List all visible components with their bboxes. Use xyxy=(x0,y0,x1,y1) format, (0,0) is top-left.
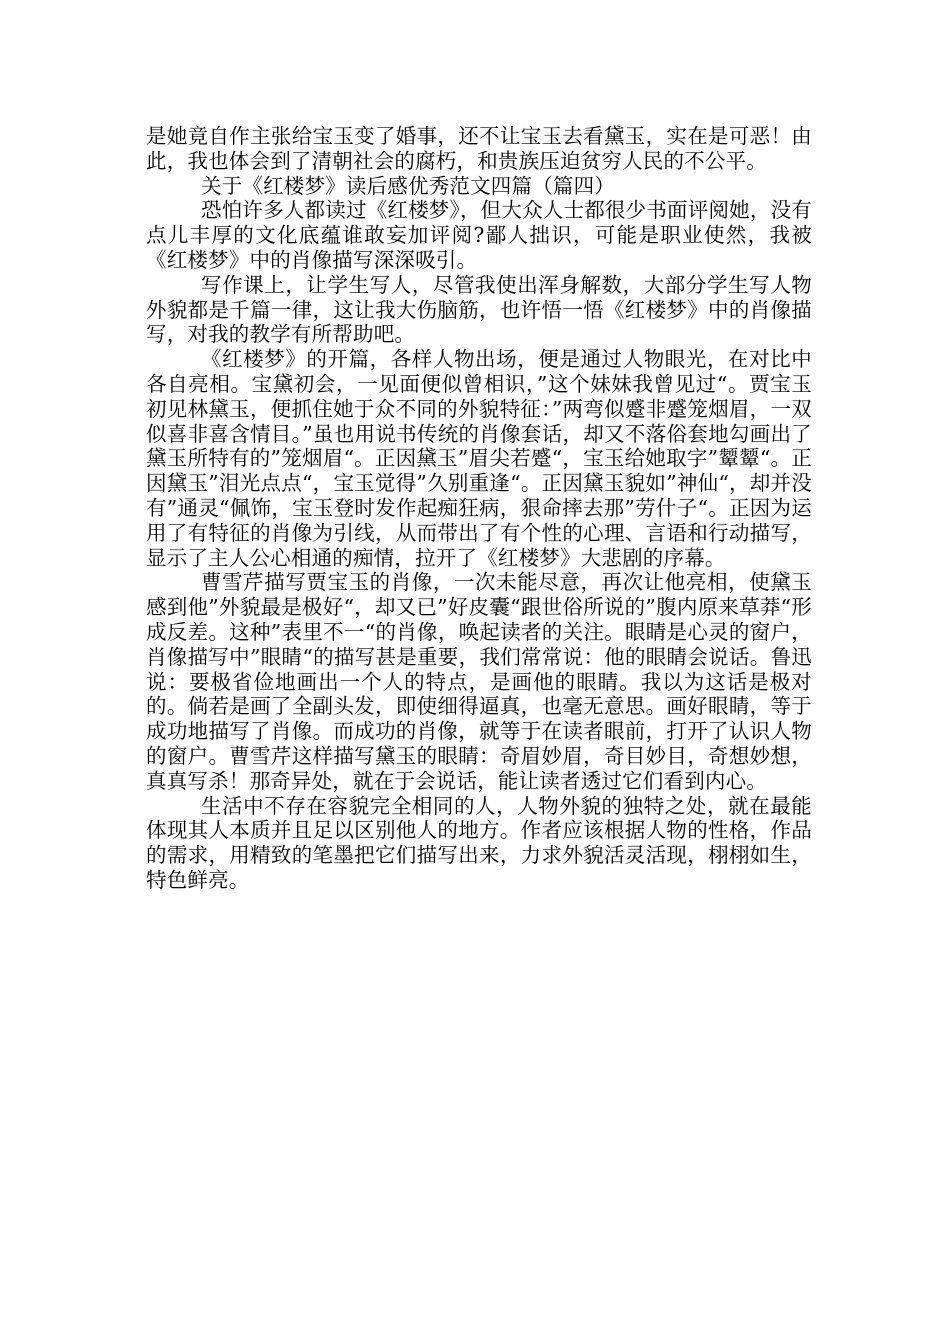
paragraph-opening-portraits: 《红楼梦》的开篇，各样人物出场，便是通过人物眼光，在对比中各自亮相。宝黛初会，一见面便似曾相识，”这个妹妹我曾见过“。贾宝玉初见林黛玉，便抓住她于众不同的外貌特征：”两弯似蹙非蹙笼烟眉，一双似喜非喜含情目。”虽也用说书传统的肖像套话，却又不落俗套地勾画出了黛玉所特有的”笼烟眉“。正因黛玉”眉尖若蹙“，宝玉给她取字”颦颦“。正因黛玉”泪光点点“，宝玉觉得”久别重逢“。正因黛玉貌如”神仙“，却并没有”通灵“佩饰，宝玉登时发作起痴狂病，狠命摔去那”劳什子“。正因为运用了有特征的肖像为引线，从而带出了有个性的心理、言语和行动描写，显示了主人公心相通的痴情，拉开了《红楼梦》大悲剧的序幕。 xyxy=(146,347,812,570)
section-heading: 关于《红楼梦》读后感优秀范文四篇（篇四） xyxy=(201,173,615,198)
paragraph-baoyu-portrait: 曹雪芹描写贾宝玉的肖像，一次未能尽意，再次让他亮相，使黛玉感到他”外貌最是极好“，却又已”好皮囊“跟世俗所说的”腹内原来草莽“形成反差。这种”表里不一“的肖像，唤起读者的关注。眼睛是心灵的窗户，肖像描写中”眼睛“的描写甚是重要，我们常常说：他的眼睛会说话。鲁迅说：要极省俭地画出一个人的特点，是画他的眼睛。我以为这话是极对的。倘若是画了全副头发，即使细得逼真，也毫无意思。画好眼睛，等于成功地描写了肖像。而成功的肖像，就等于在读者眼前，打开了认识人物的窗户。曹雪芹这样描写黛玉的眼睛：奇眉妙眉，奇目妙目，奇想妙想，真真写杀！那奇异处，就在于会说话，能让读者透过它们看到内心。 xyxy=(146,570,812,793)
paragraph-continuation: 是她竟自作主张给宝玉变了婚事，还不让宝玉去看黛玉，实在是可恶！由此，我也体会到了清朝社会的腐朽，和贵族压迫贫穷人民的不公平。 xyxy=(146,124,812,173)
document-body xyxy=(146,124,812,893)
paragraph-writing-class: 写作课上，让学生写人，尽管我使出浑身解数，大部分学生写人物外貌都是千篇一律，这让我大伤脑筋，也许悟一悟《红楼梦》中的肖像描写，对我的教学有所帮助吧。 xyxy=(146,272,812,347)
paragraph-intro: 恐怕许多人都读过《红楼梦》，但大众人士都很少书面评阅她，没有点儿丰厚的文化底蕴谁敢妄加评阅?鄙人拙识，可能是职业使然，我被《红楼梦》中的肖像描写深深吸引。 xyxy=(146,198,812,272)
paragraph-conclusion: 生活中不存在容貌完全相同的人，人物外貌的独特之处，就在最能体现其人本质并且足以区别他人的地方。作者应该根据人物的性格，作品的需求，用精致的笔墨把它们描写出来，力求外貌活灵活现，栩栩如生，特色鲜亮。 xyxy=(146,793,812,892)
